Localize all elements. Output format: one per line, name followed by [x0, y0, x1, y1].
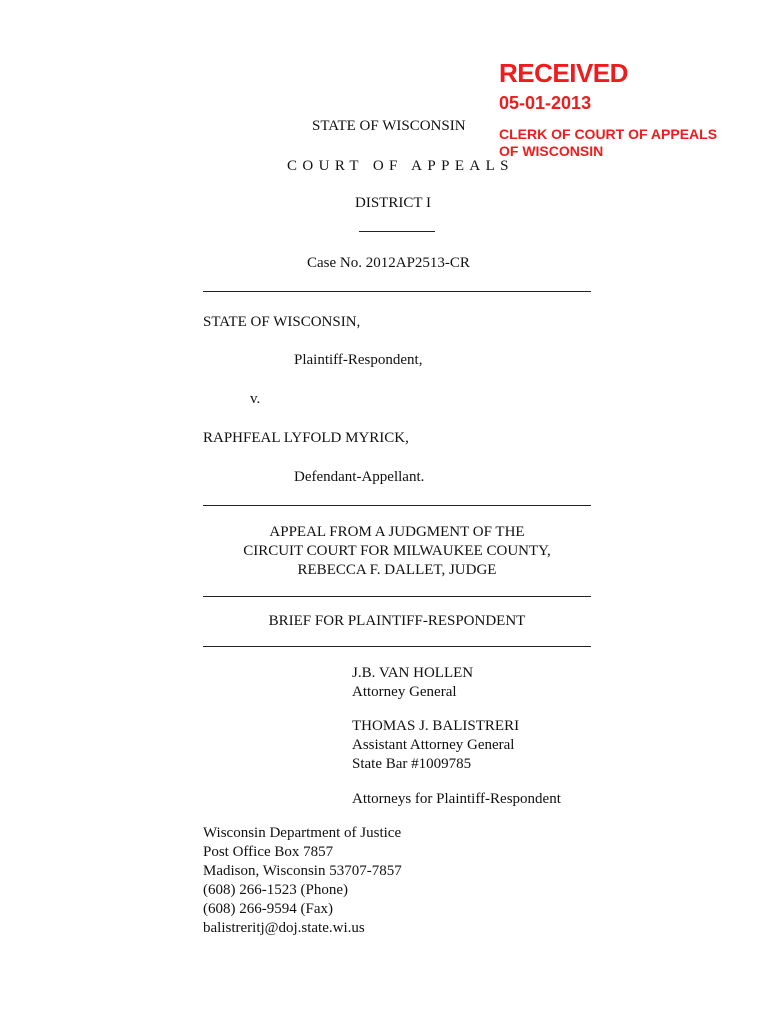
appeal-line-1: APPEAL FROM A JUDGMENT OF THE	[269, 524, 525, 540]
address-line-3: Madison, Wisconsin 53707-7857	[203, 863, 402, 879]
defendant-name: RAPHFEAL LYFOLD MYRICK,	[203, 430, 409, 446]
phone: (608) 266-1523 (Phone)	[203, 882, 348, 898]
aag-name: THOMAS J. BALISTRERI	[352, 718, 520, 734]
plaintiff-name: STATE OF WISCONSIN,	[203, 314, 361, 330]
district-heading: DISTRICT I	[355, 195, 431, 211]
email: balistreritj@doj.state.wi.us	[203, 920, 365, 936]
stamp-date: 05-01-2013	[499, 93, 592, 113]
state-bar: State Bar #1009785	[352, 756, 472, 772]
ag-title: Attorney General	[352, 684, 457, 700]
attorneys-for: Attorneys for Plaintiff-Respondent	[352, 791, 561, 807]
case-number: Case No. 2012AP2513-CR	[307, 255, 470, 271]
address-line-2: Post Office Box 7857	[203, 844, 334, 860]
divider	[203, 291, 591, 292]
court-heading: COURT OF APPEALS	[287, 158, 514, 174]
short-divider	[359, 231, 435, 232]
appeal-line-2: CIRCUIT COURT FOR MILWAUKEE COUNTY,	[243, 543, 551, 559]
appeal-line-3: REBECCA F. DALLET, JUDGE	[297, 562, 497, 578]
plaintiff-role: Plaintiff-Respondent,	[294, 352, 423, 368]
address-line-1: Wisconsin Department of Justice	[203, 825, 402, 841]
divider	[203, 596, 591, 597]
state-heading: STATE OF WISCONSIN	[312, 118, 466, 134]
divider	[203, 646, 591, 647]
aag-title: Assistant Attorney General	[352, 737, 515, 753]
brief-title: BRIEF FOR PLAINTIFF-RESPONDENT	[268, 613, 526, 629]
stamp-clerk-line1: CLERK OF COURT OF APPEALS	[499, 126, 718, 142]
divider	[203, 505, 591, 506]
defendant-role: Defendant-Appellant.	[294, 469, 425, 485]
versus: v.	[250, 391, 261, 407]
stamp-received: RECEIVED	[499, 58, 628, 88]
ag-name: J.B. VAN HOLLEN	[352, 665, 474, 681]
stamp-clerk-line2: OF WISCONSIN	[499, 143, 604, 159]
fax: (608) 266-9594 (Fax)	[203, 901, 333, 917]
